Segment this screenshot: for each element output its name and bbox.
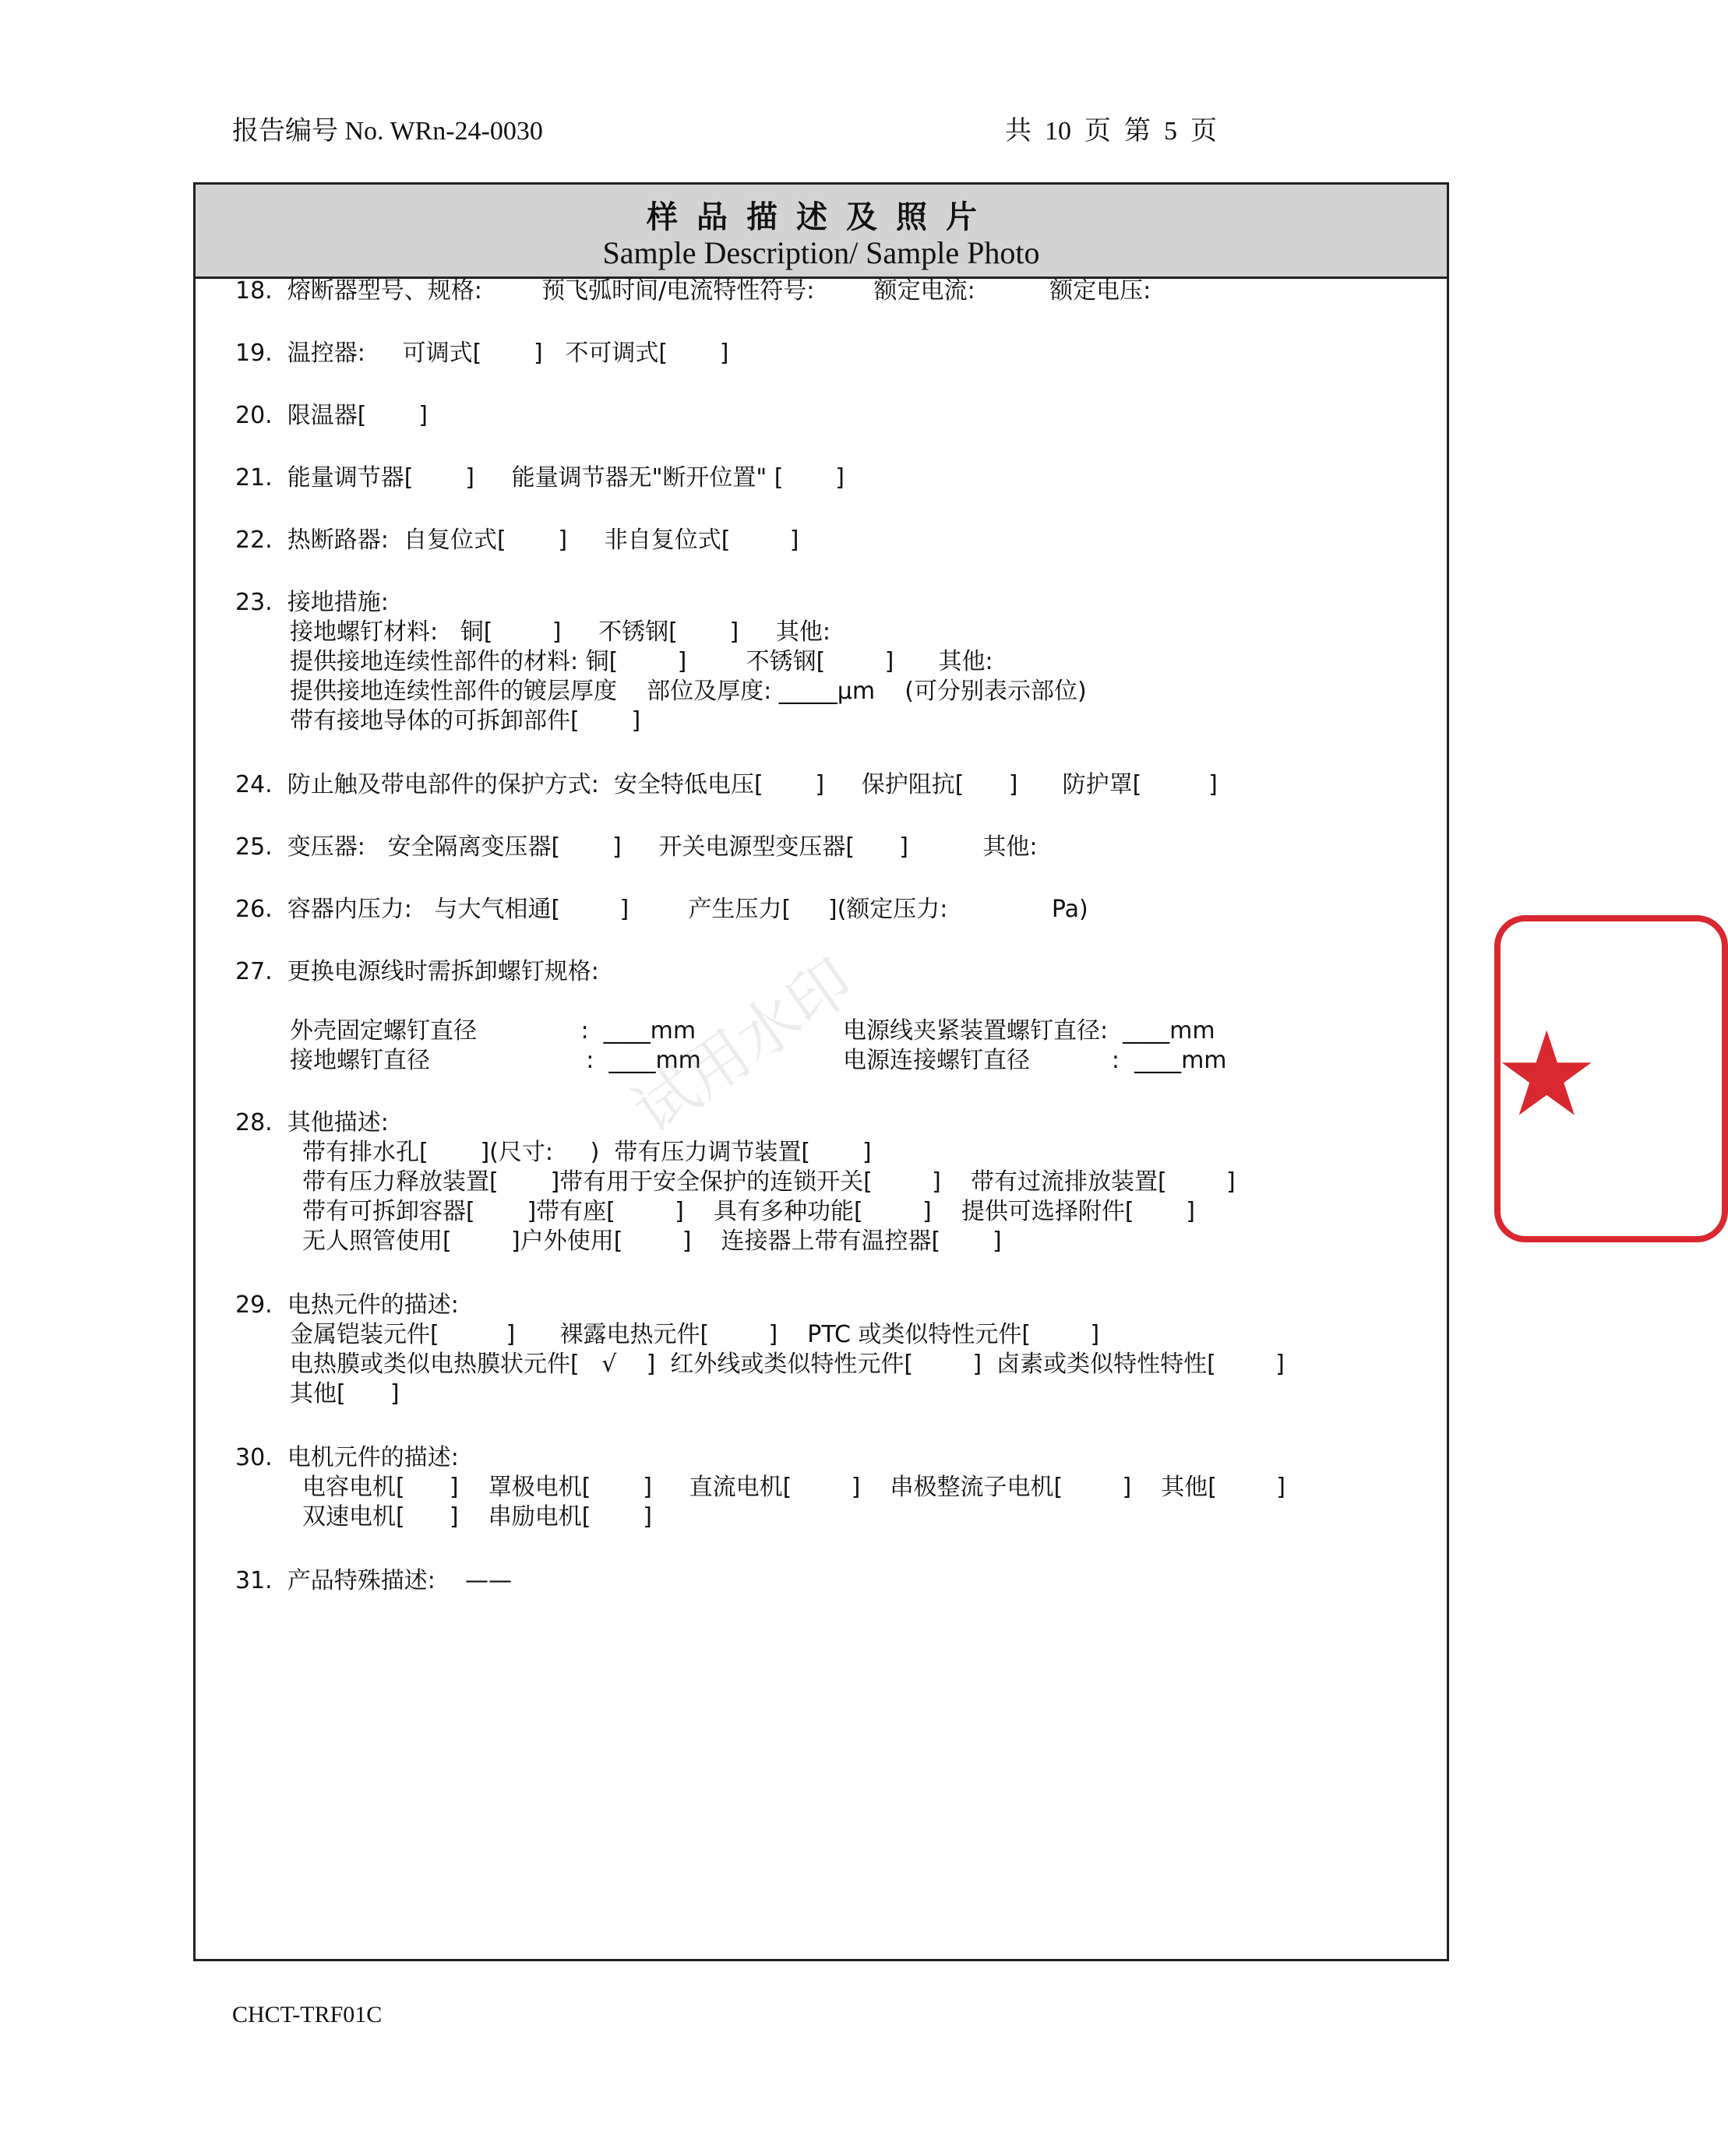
item-29-line-2: 电热膜或类似电热膜状元件[ √ ] 红外线或类似特性元件[ ] 卤素或类似特性特性[ ]	[290, 1351, 1285, 1378]
item-21-energy-regulator: 21. 能量调节器[ ] 能量调节器无"断开位置" [ ]	[235, 464, 845, 491]
red-seal-stamp: ★	[1494, 915, 1580, 1242]
item-31-special: 31. 产品特殊描述: ——	[235, 1567, 513, 1594]
item-28-line-1: 带有排水孔[ ](尺寸: ) 带有压力调节装置[ ]	[302, 1139, 872, 1166]
title-band	[196, 185, 1447, 279]
item-23-detachable-part: 带有接地导体的可拆卸部件[ ]	[290, 707, 641, 735]
item-29-heating-element: 29. 电热元件的描述:	[235, 1291, 459, 1319]
item-28-line-3: 带有可拆卸容器[ ]带有座[ ] 具有多种功能[ ] 提供可选择附件[ ]	[302, 1198, 1196, 1225]
item-23-earthing: 23. 接地措施:	[235, 589, 389, 616]
title-chinese: 样品描述及照片	[647, 199, 996, 235]
item-27-earth-screw: 接地螺钉直径 : ____mm	[290, 1047, 701, 1074]
form-code: CHCT-TRF01C	[232, 2002, 383, 2027]
item-23-plating-thickness: 提供接地连续性部件的镀层厚度 部位及厚度: _____μm (可分别表示部位)	[290, 678, 1087, 705]
item-23-continuity-material: 提供接地连续性部件的材料: 铜[ ] 不锈钢[ ] 其他:	[290, 648, 993, 675]
item-30-motor: 30. 电机元件的描述:	[235, 1444, 459, 1471]
item-29-line-1: 金属铠装元件[ ] 裸露电热元件[ ] PTC 或类似特性元件[ ]	[290, 1321, 1100, 1348]
item-28-line-4: 无人照管使用[ ]户外使用[ ] 连接器上带有温控器[ ]	[302, 1228, 1002, 1255]
item-29-line-3: 其他[ ]	[290, 1380, 400, 1407]
item-27-screw-spec: 27. 更换电源线时需拆卸螺钉规格:	[235, 958, 599, 985]
item-28-other: 28. 其他描述:	[235, 1109, 389, 1136]
title-english: Sample Description/ Sample Photo	[602, 235, 1040, 270]
item-26-container-pressure: 26. 容器内压力: 与大气相通[ ] 产生压力[ ](额定压力: Pa)	[235, 896, 1088, 923]
item-27-supply-screw: 电源连接螺钉直径 : ____mm	[843, 1047, 1227, 1074]
item-20-temperature-limiter: 20. 限温器[ ]	[235, 402, 428, 429]
page-indicator: 共 10 页 第 5 页	[1005, 117, 1217, 146]
trial-watermark: 试用水印	[620, 945, 866, 1148]
item-23-screw-material: 接地螺钉材料: 铜[ ] 不锈钢[ ] 其他:	[290, 618, 831, 646]
item-27-enclosure-screw: 外壳固定螺钉直径 : ____mm	[290, 1017, 696, 1045]
item-18-fuse: 18. 熔断器型号、规格: 预飞弧时间/电流特性符号: 额定电流: 额定电压:	[235, 277, 1151, 305]
item-30-line-2: 双速电机[ ] 串励电机[ ]	[302, 1503, 652, 1531]
item-22-thermal-cutout: 22. 热断路器: 自复位式[ ] 非自复位式[ ]	[235, 527, 799, 554]
item-27-cord-clamp-screw: 电源线夹紧装置螺钉直径: ____mm	[843, 1017, 1215, 1045]
item-30-line-1: 电容电机[ ] 罩极电机[ ] 直流电机[ ] 串极整流子电机[ ] 其他[ ]	[302, 1474, 1285, 1501]
item-28-line-2: 带有压力释放装置[ ]带有用于安全保护的连锁开关[ ] 带有过流排放装置[ ]	[302, 1168, 1236, 1196]
item-25-transformer: 25. 变压器: 安全隔离变压器[ ] 开关电源型变压器[ ] 其他:	[235, 833, 1038, 861]
report-number: 报告编号 No. WRn-24-0030	[232, 117, 543, 146]
item-19-thermostat: 19. 温控器: 可调式[ ] 不可调式[ ]	[235, 340, 729, 367]
item-24-live-part-protection: 24. 防止触及带电部件的保护方式: 安全特低电压[ ] 保护阻抗[ ] 防护罩[ ]	[235, 771, 1218, 798]
